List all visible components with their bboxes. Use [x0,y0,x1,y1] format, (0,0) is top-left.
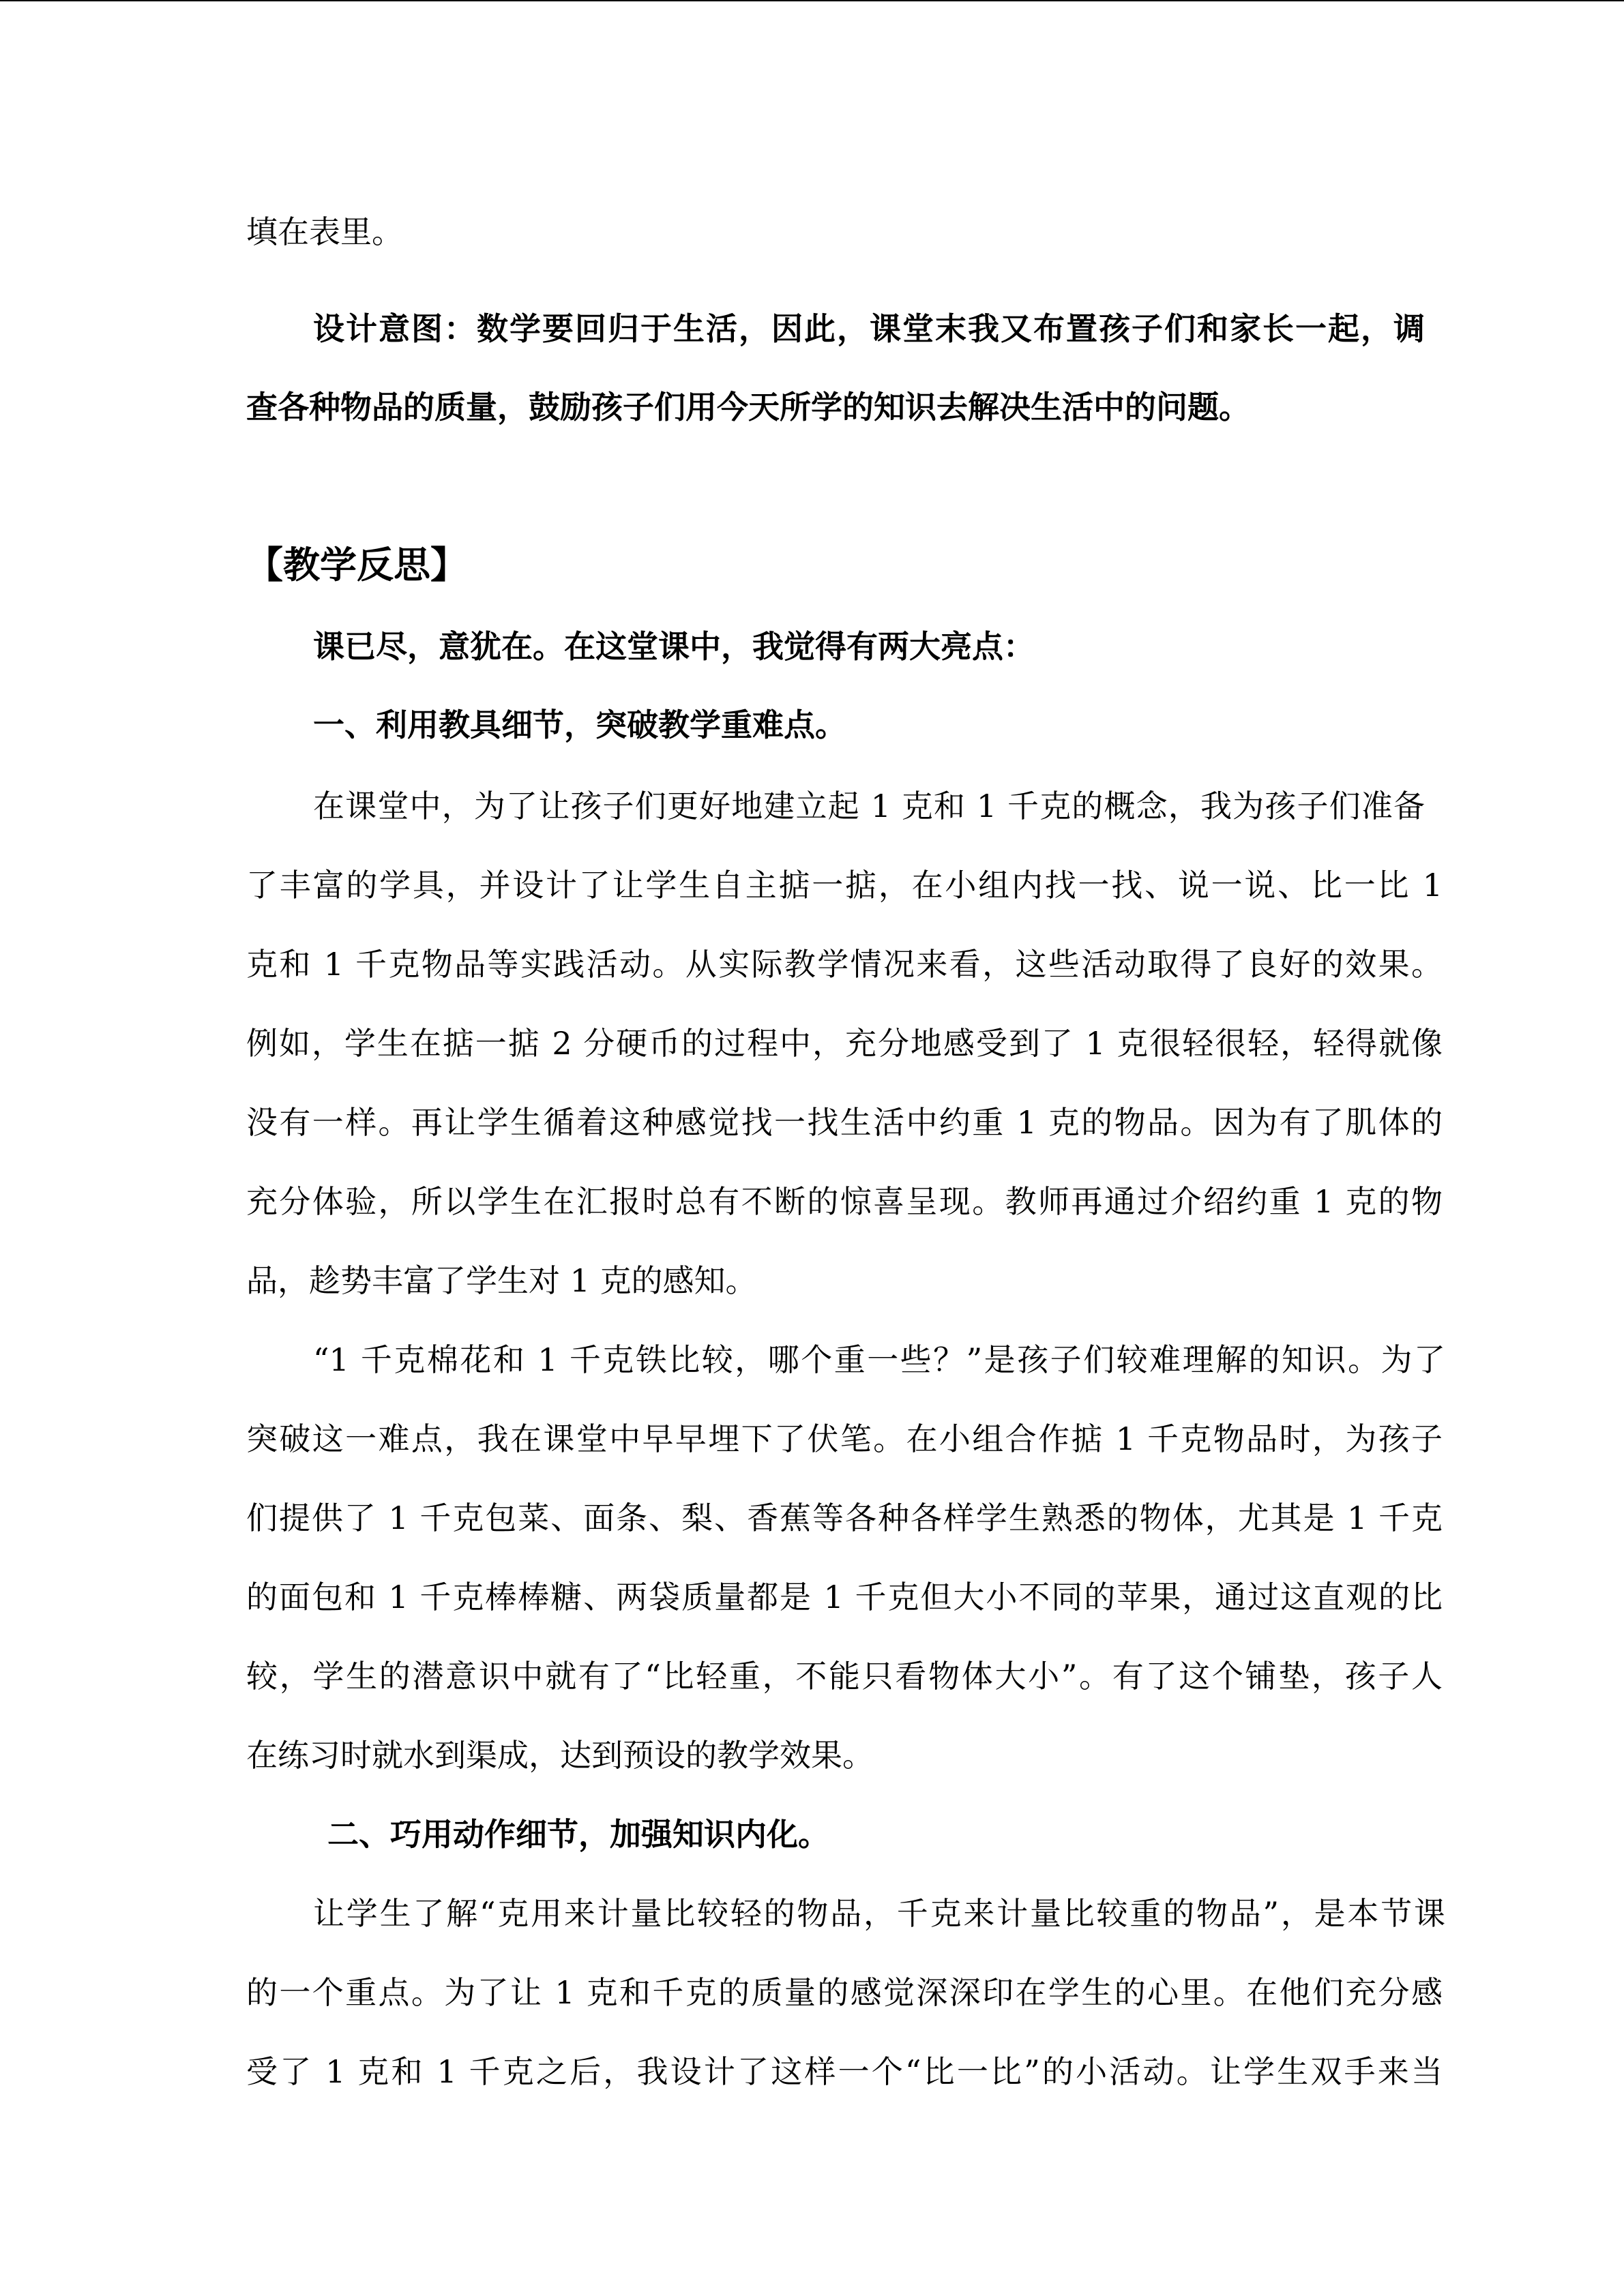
subheading-one: 一、利用教具细节，突破教学重难点。 [313,706,846,743]
section-heading-teaching-reflection: 【教学反思】 [246,543,467,586]
paragraph-line: 受了 1 克和 1 千克之后，我设计了这样一个“比一比”的小活动。让学生双手来当 [246,2053,1443,2090]
paragraph-line: 填在表里。 [246,213,403,250]
paragraph-line: 突破这一难点，我在课堂中早早埋下了伏笔。在小组合作掂 1 千克物品时，为孩子 [246,1420,1443,1457]
paragraph-line: 品，趁势丰富了学生对 1 克的感知。 [246,1262,757,1299]
design-intent-line: 设计意图：数学要回归于生活，因此，课堂末我又布置孩子们和家长一起，调 [313,310,1425,347]
subheading-two: 二、巧用动作细节，加强知识内化。 [327,1816,829,1853]
paragraph-line: 没有一样。再让学生循着这种感觉找一找生活中约重 1 克的物品。因为有了肌体的 [246,1104,1443,1141]
paragraph-line: 让学生了解“克用来计量比较轻的物品，千克来计量比较重的物品”，是本节课 [313,1895,1445,1932]
paragraph-line: 了丰富的学具，并设计了让学生自主掂一掂，在小组内找一找、说一说、比一比 1 [246,867,1443,904]
design-intent-line: 查各种物品的质量，鼓励孩子们用今天所学的知识去解决生活中的问题。 [246,389,1250,426]
paragraph-line: “1 千克棉花和 1 千克铁比较，哪个重一些？”是孩子们较难理解的知识。为了 [313,1341,1445,1378]
paragraph-line: 在练习时就水到渠成，达到预设的教学效果。 [246,1737,874,1774]
paragraph-line: 在课堂中，为了让孩子们更好地建立起 1 克和 1 千克的概念，我为孩子们准备 [313,788,1425,824]
paragraph-line: 们提供了 1 千克包菜、面条、梨、香蕉等各种各样学生熟悉的物体，尤其是 1 千克 [246,1500,1443,1536]
reflection-intro-line: 课已尽，意犹在。在这堂课中，我觉得有两大亮点： [313,628,1035,665]
paragraph-line: 例如，学生在掂一掂 2 分硬币的过程中，充分地感受到了 1 克很轻很轻，轻得就像 [246,1025,1443,1062]
paragraph-line: 较，学生的潜意识中就有了“比轻重，不能只看物体大小”。有了这个铺垫，孩子人 [246,1658,1443,1695]
paragraph-line: 克和 1 千克物品等实践活动。从实际教学情况来看，这些活动取得了良好的效果。 [246,946,1443,983]
paragraph-line: 的面包和 1 千克棒棒糖、两袋质量都是 1 千克但大小不同的苹果，通过这直观的比 [246,1579,1443,1615]
paragraph-line: 的一个重点。为了让 1 克和千克的质量的感觉深深印在学生的心里。在他们充分感 [246,1974,1443,2011]
paragraph-line: 充分体验，所以学生在汇报时总有不断的惊喜呈现。教师再通过介绍约重 1 克的物 [246,1183,1443,1220]
